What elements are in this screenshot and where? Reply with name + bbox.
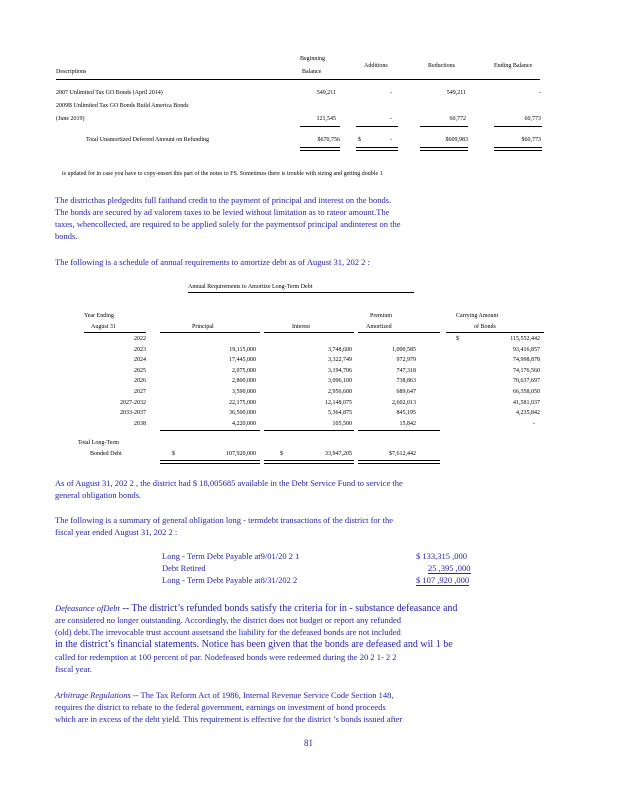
- sched-cell-interest: 105,500: [332, 420, 352, 427]
- col-header-reductions: Reductions: [428, 63, 455, 69]
- sched-cell-carrying: 70,637,697: [513, 378, 540, 385]
- para5-line1: [55, 603, 457, 614]
- para4-line1: The following is a summary of general obligation long - termdebt transactions of the district for the: [55, 515, 394, 525]
- sched-cell-year: 2023: [134, 346, 146, 353]
- summary-value-1: $ 133,315 ,000: [416, 551, 467, 561]
- sched-cell-carrying: 4,235,842: [516, 410, 540, 417]
- subtotal-rule: [356, 126, 398, 127]
- top-row-3-additions: -: [390, 116, 392, 122]
- sched-header-premium-1: Premium: [370, 313, 392, 319]
- para4-line2: fiscal year ended August 31, 202 2 :: [55, 527, 178, 537]
- para5-line6: fiscal year.: [55, 664, 92, 674]
- para6-line2: requires the district to rebate to the federal government, earnings on investment of bond proceeds: [55, 702, 386, 712]
- top-row-3-desc: (June 2019): [56, 116, 85, 122]
- sched-header-premium-2: Amortized: [366, 324, 392, 330]
- sched-cell-carrying: 66,358,050: [513, 389, 540, 395]
- para3-line2: general obligation bonds.: [55, 490, 142, 500]
- sched-cell-carrying: 93,416,857: [513, 346, 540, 353]
- subtotal-rule: [300, 126, 340, 127]
- summary-label-2: Debt Retired: [162, 563, 206, 573]
- arbitrage-heading: Arbitrage Regulations: [55, 690, 131, 700]
- col-header-beginning-2: Balance: [302, 69, 322, 75]
- sched-total-double-rule: [358, 460, 440, 464]
- top-total-additions: -: [390, 137, 392, 143]
- sched-cell-premium: 845,195: [396, 410, 416, 417]
- sched-cell-interest: 3,322,749: [328, 357, 352, 364]
- sched-cell-principal: 2,075,000: [232, 367, 256, 374]
- para6-line3: which are in excess of the debt yield. This requirement is effective for the district ’s bonds issued after: [55, 714, 403, 724]
- sched-header-carrying-1: Carrying Amount: [456, 313, 499, 319]
- summary-value-3: $ 107 ,920 ,000: [416, 575, 470, 585]
- sched-cell-year: 2027: [134, 389, 146, 395]
- top-total-label: Total Unamortized Deferred Amount on Refunding: [86, 137, 210, 143]
- header-rule: [56, 79, 540, 80]
- sched-cell-interest: 3,748,600: [328, 346, 352, 353]
- para5-line5: called for redemption at 100 percent of par. Nodefeased bonds were redeemed during the 20 2 1- 2 2: [55, 652, 397, 662]
- top-total-beginning: $670,756: [317, 137, 340, 143]
- sched-header-rule: [358, 332, 440, 333]
- para5-line4: in the district’s financial statements. Notice has been given that the bonds are defeased and wil 1 be: [55, 639, 453, 650]
- para2: The following is a schedule of annual requirements to amortize debt as of August 31, 202 2 :: [55, 257, 370, 267]
- para5-line2: are considered no longer outstanding. Accordingly, the district does not budget or report any refunded: [55, 615, 401, 625]
- subtotal-rule: [420, 126, 468, 127]
- sched-header-carrying-2: of Bonds: [474, 324, 496, 330]
- top-row-1-beginning: 549,211: [316, 90, 336, 96]
- sched-header-rule: [264, 332, 354, 333]
- sched-cell-interest: 3,194,706: [328, 367, 352, 374]
- notice-line: is updated for in case you have to copy-ensert this part of the notes to FS. Sometimes there is trouble with sizing and getting double 1: [62, 171, 383, 177]
- sched-cell-interest: 3,096,100: [328, 378, 352, 385]
- para1-line3: taxes, whencollected, are required to be applied solely for the paymentsof principal andinterest on the: [55, 219, 401, 229]
- schedule-title: Annual Requirements to Amortize Long-Term Debt: [188, 284, 313, 290]
- sched-header-rule: [84, 332, 146, 333]
- sched-cell-premium: 738,863: [396, 378, 416, 385]
- top-row-2-desc: 2009B Unlimited Tax GO Bonds Build America Bonds: [56, 103, 189, 109]
- summary-value-2: 25 ,395 ,000: [428, 563, 471, 573]
- sched-cell-year: 2027-2032: [120, 399, 146, 406]
- sched-cell-principal: 4,220,000: [232, 420, 256, 427]
- col-header-beginning-1: Beginning: [300, 56, 325, 62]
- sched-total-label-2: Bonded Debt: [90, 451, 122, 457]
- col-header-additions: Additions: [364, 63, 388, 69]
- para3-line1: As of August 31, 202 2 , the district had $ 18,005685 available in the Debt Service Fund to service the: [55, 478, 403, 488]
- top-row-1-reductions: 549,211: [446, 90, 466, 96]
- para5-line1-text: -- The district’s refunded bonds satisfy the criteria for in - substance defeasance and: [119, 603, 458, 614]
- total-double-rule: [300, 147, 340, 151]
- sched-cell-carrying: -: [533, 420, 535, 427]
- sched-cell-premium: 972,979: [396, 357, 416, 364]
- sched-cell-interest: 5,364,875: [328, 410, 352, 417]
- sched-cell-principal: 36,500,000: [229, 410, 256, 417]
- top-total-reductions: $609,983: [445, 137, 468, 143]
- sched-cell-carrying: 41,581,037: [513, 399, 540, 406]
- sched-sum-rule: [358, 430, 440, 431]
- sched-cell-year: 2033-2037: [120, 410, 146, 417]
- para6-line1: [55, 690, 394, 700]
- top-total-ending: $60,773: [521, 137, 541, 143]
- top-row-3-reductions: 60,772: [449, 116, 466, 122]
- sched-header-principal: Principal: [192, 324, 214, 330]
- para5-line3: (old) debt.The irrevocable trust account assetsand the liability for the defeased bonds are not included: [55, 627, 401, 637]
- col-header-ending: Ending Balance: [494, 63, 533, 69]
- sched-cell-carrying: 74,176,560: [513, 367, 540, 374]
- para1-line2: The bonds are secured by ad valorem taxes to be levied without limitation as to rateor amount.The: [55, 207, 390, 217]
- summary-label-1: Long - Term Debt Payable at9/01/20 2 1: [162, 551, 300, 561]
- sched-cell-carrying: 74,998,878: [513, 357, 540, 364]
- sched-cell-premium: 15,842: [399, 420, 416, 427]
- sched-cell-principal: 2,800,000: [232, 378, 256, 385]
- sched-cell-principal: 22,175,000: [229, 399, 256, 406]
- sched-cell-premium: 747,318: [396, 367, 416, 374]
- top-row-3-ending: 60,773: [524, 116, 541, 122]
- sched-total-principal: 107,920,000: [226, 451, 256, 457]
- sched-total-premium: $7,612,442: [389, 451, 416, 457]
- defeasance-heading: Defeasance ofDebt: [55, 603, 120, 613]
- subtotal-rule: [494, 126, 542, 127]
- schedule-title-rule: [188, 292, 414, 293]
- top-row-1-desc: 2007 Unlimited Tax GO Bonds (April 2014): [56, 90, 163, 96]
- sched-total-dollar-2: $: [280, 451, 283, 457]
- sched-cell-year: 2038: [134, 420, 146, 427]
- sched-cell-year: 2026: [134, 378, 146, 385]
- summary-label-3: Long - Term Debt Payable at8/31/202 2: [162, 575, 298, 585]
- total-double-rule: [420, 147, 468, 151]
- sched-total-double-rule: [160, 460, 260, 464]
- sched-cell-principal: 17,445,000: [229, 357, 256, 364]
- sched-total-dollar-1: $: [172, 451, 175, 457]
- sched-cell-year: 2022: [134, 336, 146, 342]
- sched-header-year-1: Year Ending: [84, 313, 114, 319]
- sched-sum-rule: [264, 430, 354, 431]
- sched-cell-year: 2025: [134, 367, 146, 374]
- sched-cell-principal: 3,590,000: [232, 389, 256, 395]
- para1-line1: The districthas pledgedits full faithand credit to the payment of principal and interest on the bonds.: [55, 195, 392, 205]
- sched-cell-year: 2024: [134, 357, 146, 364]
- col-header-descriptions: Descriptions: [56, 69, 87, 75]
- sched-cell-premium: 1,000,585: [392, 346, 416, 353]
- sched-header-rule: [446, 332, 544, 333]
- top-total-dollar: $: [358, 137, 361, 143]
- top-row-3-beginning: 121,545: [316, 116, 336, 122]
- sched-header-rule: [160, 332, 260, 333]
- sched-cell-interest: 2,956,600: [328, 389, 352, 395]
- sched-cell-principal: 19,115,000: [229, 346, 256, 353]
- sched-cell-premium: 2,602,013: [392, 399, 416, 406]
- sched-total-label-1: Total Long-Term: [78, 440, 119, 446]
- sched-cell-interest: 12,148,075: [325, 399, 352, 406]
- sched-sum-rule: [160, 430, 260, 431]
- sched-total-double-rule: [264, 460, 354, 464]
- top-row-1-ending: -: [539, 90, 541, 96]
- sched-cell-dollar: $: [456, 336, 459, 342]
- sched-cell-carrying: 115,552,442: [510, 336, 540, 342]
- top-row-1-additions: -: [390, 90, 392, 96]
- sched-header-interest: Interest: [292, 324, 310, 330]
- sched-total-interest: 33,947,205: [325, 451, 352, 457]
- total-double-rule: [494, 147, 542, 151]
- sched-cell-premium: 689,647: [396, 389, 416, 395]
- page-number: 81: [304, 738, 313, 748]
- sched-header-year-2: August 31: [91, 324, 116, 330]
- para6-line1-text: -- The Tax Reform Act of 1986, Internal Revenue Service Code Section 148,: [130, 690, 394, 700]
- para1-line4: bonds.: [55, 231, 78, 241]
- total-double-rule: [356, 147, 398, 151]
